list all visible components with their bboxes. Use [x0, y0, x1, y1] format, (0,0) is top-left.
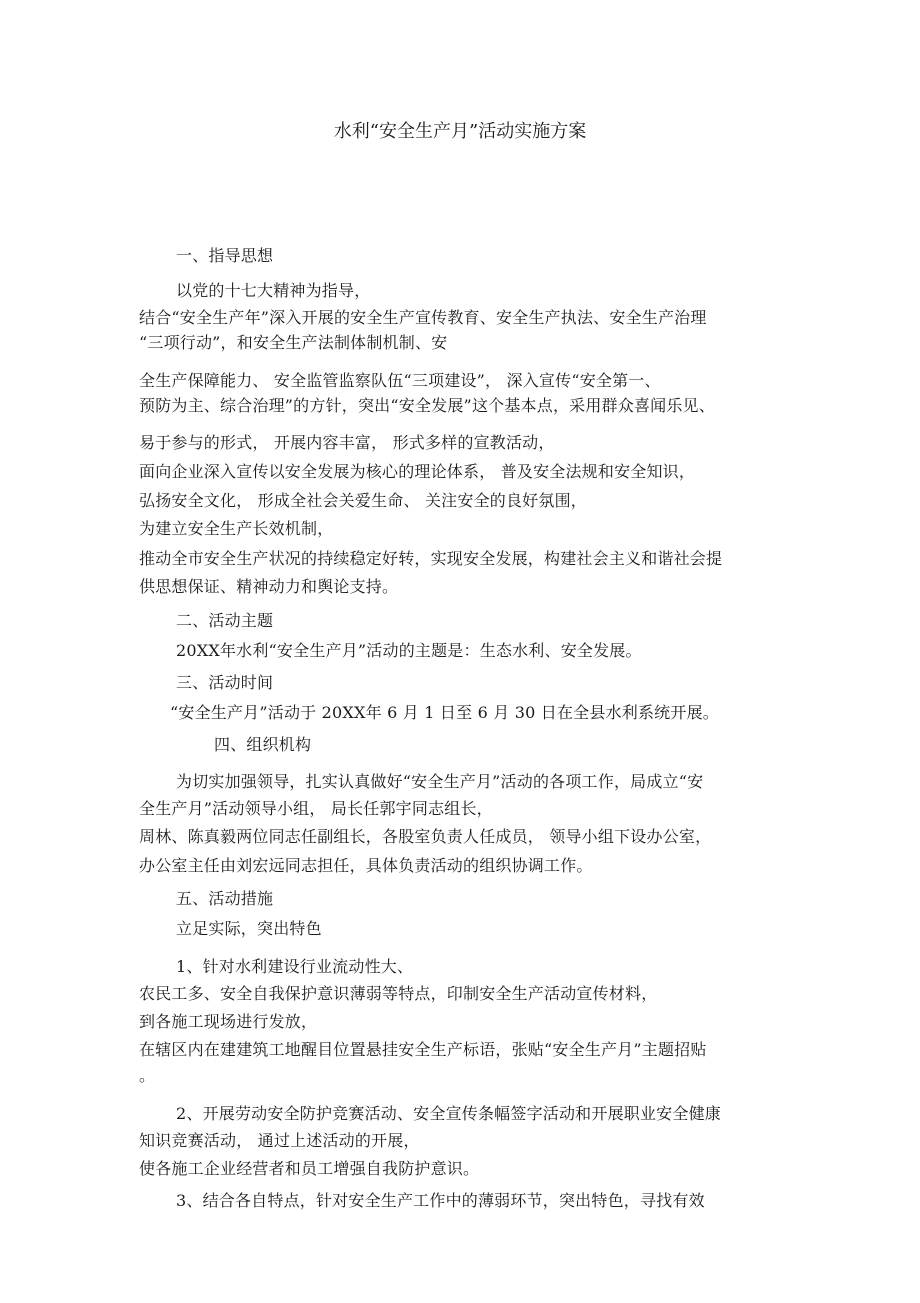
- paragraph-line: 为切实加强领导，扎实认真做好“安全生产月”活动的各项工作，局成立“安: [176, 772, 704, 791]
- paragraph-line: 易于参与的形式， 开展内容丰富， 形式多样的宣教活动，: [139, 433, 555, 452]
- paragraph-line: “安全生产月”活动于 20XX年 6 月 1 日至 6 月 30 日在全县水利系统开展。: [170, 703, 719, 722]
- paragraph-line: 3、结合各自特点，针对安全生产工作中的薄弱环节，突出特色，寻找有效: [176, 1191, 705, 1210]
- paragraph-line: 面向企业深入宣传以安全发展为核心的理论体系， 普及安全法规和安全知识，: [139, 462, 696, 481]
- paragraph-line: 。: [139, 1066, 156, 1085]
- heading-activity-time: 三、活动时间: [176, 673, 274, 692]
- paragraph-line: 为建立安全生产长效机制，: [139, 519, 334, 538]
- paragraph-line: 周林、陈真毅两位同志任副组长，各股室负责人任成员， 领导小组下设办公室，: [139, 827, 712, 846]
- paragraph-line: “三项行动”，和安全生产法制体制机制、安: [139, 333, 448, 352]
- paragraph-line: 1、针对水利建设行业流动性大、: [176, 957, 414, 976]
- paragraph-line: 2、开展劳动安全防护竞赛活动、安全宣传条幅签字活动和开展职业安全健康: [176, 1104, 721, 1123]
- heading-activity-theme: 二、活动主题: [176, 611, 274, 630]
- heading-guiding-ideology: 一、指导思想: [176, 246, 274, 265]
- paragraph-line: 办公室主任由刘宏远同志担任，具体负责活动的组织协调工作。: [139, 856, 593, 875]
- paragraph-line: 使各施工企业经营者和员工增强自我防护意识。: [139, 1159, 480, 1178]
- paragraph-line: 结合“安全生产年”深入开展的安全生产宣传教育、安全生产执法、安全生产治理: [139, 308, 707, 327]
- paragraph-line: 立足实际，突出特色: [176, 919, 322, 938]
- paragraph-line: 20XX年水利“安全生产月”活动的主题是：生态水利、安全发展。: [176, 641, 642, 660]
- paragraph-line: 供思想保证、精神动力和舆论支持。: [139, 577, 399, 596]
- document-title: 水利“安全生产月”活动实施方案: [333, 121, 587, 142]
- paragraph-line: 全生产月”活动领导小组， 局长任郭宇同志组长，: [139, 799, 493, 818]
- paragraph-line: 到各施工现场进行发放，: [139, 1012, 318, 1031]
- paragraph-line: 农民工多、安全自我保护意识薄弱等特点，印制安全生产活动宣传材料，: [139, 984, 658, 1003]
- paragraph-line: 弘扬安全文化， 形成全社会关爱生命、 关注安全的良好氛围，: [139, 491, 587, 510]
- paragraph-line: 知识竞赛活动， 通过上述活动的开展，: [139, 1131, 420, 1150]
- paragraph-line: 在辖区内在建建筑工地醒目位置悬挂安全生产标语，张贴“安全生产月”主题招贴: [139, 1040, 707, 1059]
- paragraph-line: 预防为主、综合治理”的方针，突出“安全发展”这个基本点，采用群众喜闻乐见、: [139, 396, 715, 415]
- paragraph-line: 全生产保障能力、 安全监管监察队伍“三项建设”， 深入宣传“安全第一、: [139, 371, 661, 390]
- paragraph-line: 推动全市安全生产状况的持续稳定好转，实现安全发展，构建社会主义和谐社会提: [139, 549, 723, 568]
- paragraph-line: 以党的十七大精神为指导，: [176, 281, 371, 300]
- heading-activity-measures: 五、活动措施: [176, 889, 274, 908]
- heading-organization: 四、组织机构: [214, 735, 312, 754]
